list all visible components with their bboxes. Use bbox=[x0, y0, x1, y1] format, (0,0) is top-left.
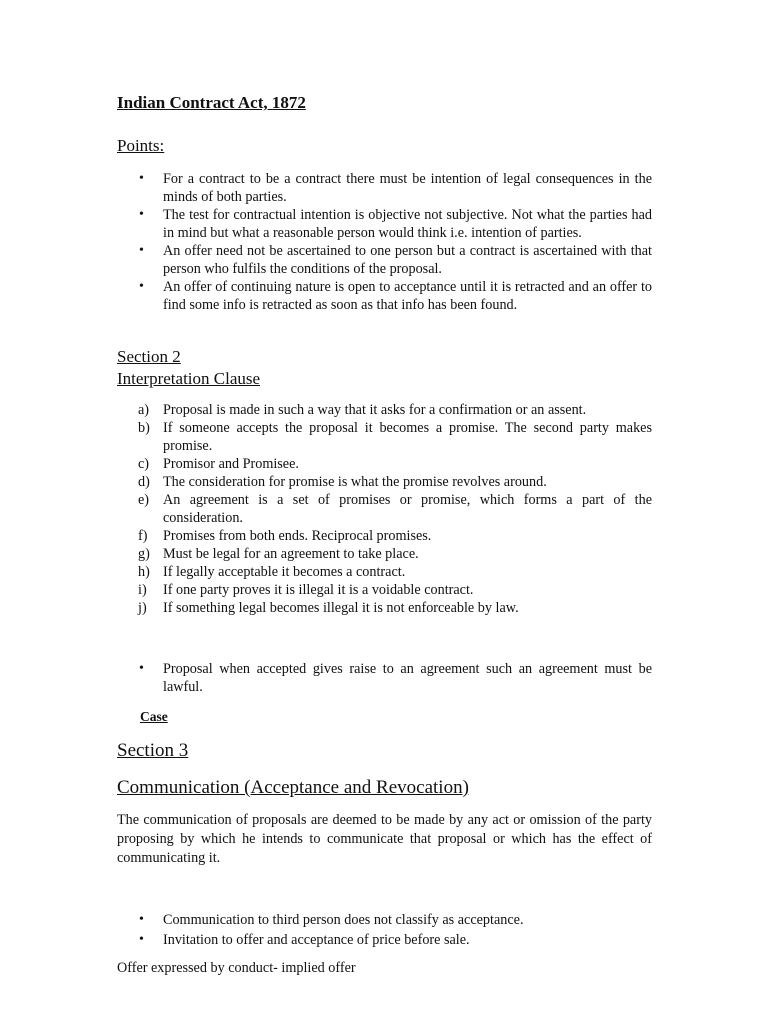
section3-bullets bbox=[163, 910, 652, 950]
list-item bbox=[138, 527, 652, 545]
clause-text: Proposal is made in such a way that it asks for a confirmation or an assent. bbox=[163, 402, 587, 418]
list-item bbox=[138, 581, 652, 599]
clause-label: h) bbox=[138, 564, 150, 580]
section2-heading-text: Section 2 bbox=[117, 347, 181, 366]
list-item bbox=[138, 491, 652, 527]
list-item: • For a contract to be a contract there must be intention of legal consequences in the minds of both parties. bbox=[163, 170, 652, 206]
document-title: Indian Contract Act, 1872 bbox=[117, 93, 306, 112]
clause-text: An agreement is a set of promises or promise, which forms a part of the consideration. bbox=[163, 492, 652, 526]
section2-bullets bbox=[163, 660, 652, 696]
clause-label: f) bbox=[138, 528, 148, 544]
clause-text: If someone accepts the proposal it becomes a promise. The second party makes promise. bbox=[163, 420, 652, 454]
clause-text: If one party proves it is illegal it is a voidable contract. bbox=[163, 582, 474, 598]
closing-line: Offer expressed by conduct- implied offer bbox=[117, 960, 356, 976]
case-label: Case bbox=[140, 709, 168, 724]
section3-subheading: Communication (Acceptance and Revocation) bbox=[117, 777, 469, 798]
clause-text: If legally acceptable it becomes a contract. bbox=[163, 564, 406, 580]
list-item bbox=[138, 473, 652, 491]
list-item: • An offer of continuing nature is open to acceptance until it is retracted and an offer to find some info is retracted as soon as that info has been found. bbox=[163, 278, 652, 314]
clause-label: d) bbox=[138, 474, 150, 490]
list-item bbox=[138, 563, 652, 581]
list-item: • Invitation to offer and acceptance of price before sale. bbox=[163, 930, 652, 950]
clause-text: The consideration for promise is what the promise revolves around. bbox=[163, 474, 547, 490]
list-item: • Communication to third person does not classify as acceptance. bbox=[163, 910, 652, 930]
clause-label: i) bbox=[138, 582, 147, 598]
interpretation-clauses bbox=[138, 401, 652, 617]
points-list bbox=[163, 170, 652, 314]
clause-label: g) bbox=[138, 546, 150, 562]
list-item: • Proposal when accepted gives raise to an agreement such an agreement must be lawful. bbox=[163, 660, 652, 696]
clause-label: c) bbox=[138, 456, 150, 472]
list-item bbox=[138, 599, 652, 617]
list-item bbox=[138, 419, 652, 455]
clause-label: e) bbox=[138, 492, 150, 508]
list-item bbox=[138, 455, 652, 473]
clause-label: a) bbox=[138, 402, 150, 418]
clause-text: If something legal becomes illegal it is not enforceable by law. bbox=[163, 600, 519, 616]
clause-label: b) bbox=[138, 420, 150, 436]
section3-heading: Section 3 bbox=[117, 740, 189, 761]
list-item bbox=[138, 401, 652, 419]
clause-text: Promises from both ends. Reciprocal promises. bbox=[163, 528, 432, 544]
clause-text: Must be legal for an agreement to take place. bbox=[163, 546, 419, 562]
section2-subheading: Interpretation Clause bbox=[117, 369, 261, 388]
clause-text: Promisor and Promisee. bbox=[163, 456, 299, 472]
section2-heading bbox=[117, 347, 181, 367]
section3-paragraph: The communication of proposals are deemed to be made by any act or omission of the party proposing by which he intends to communicate that proposal or which has the effect of communicating it. bbox=[117, 812, 652, 866]
list-item: • An offer need not be ascertained to one person but a contract is ascertained with that person who fulfils the conditions of the proposal. bbox=[163, 242, 652, 278]
list-item: • The test for contractual intention is objective not subjective. Not what the parties had in mind but what a reasonable person would think i.e. intention of parties. bbox=[163, 206, 652, 242]
clause-label: j) bbox=[138, 600, 147, 616]
points-heading: Points: bbox=[117, 136, 165, 155]
list-item bbox=[138, 545, 652, 563]
